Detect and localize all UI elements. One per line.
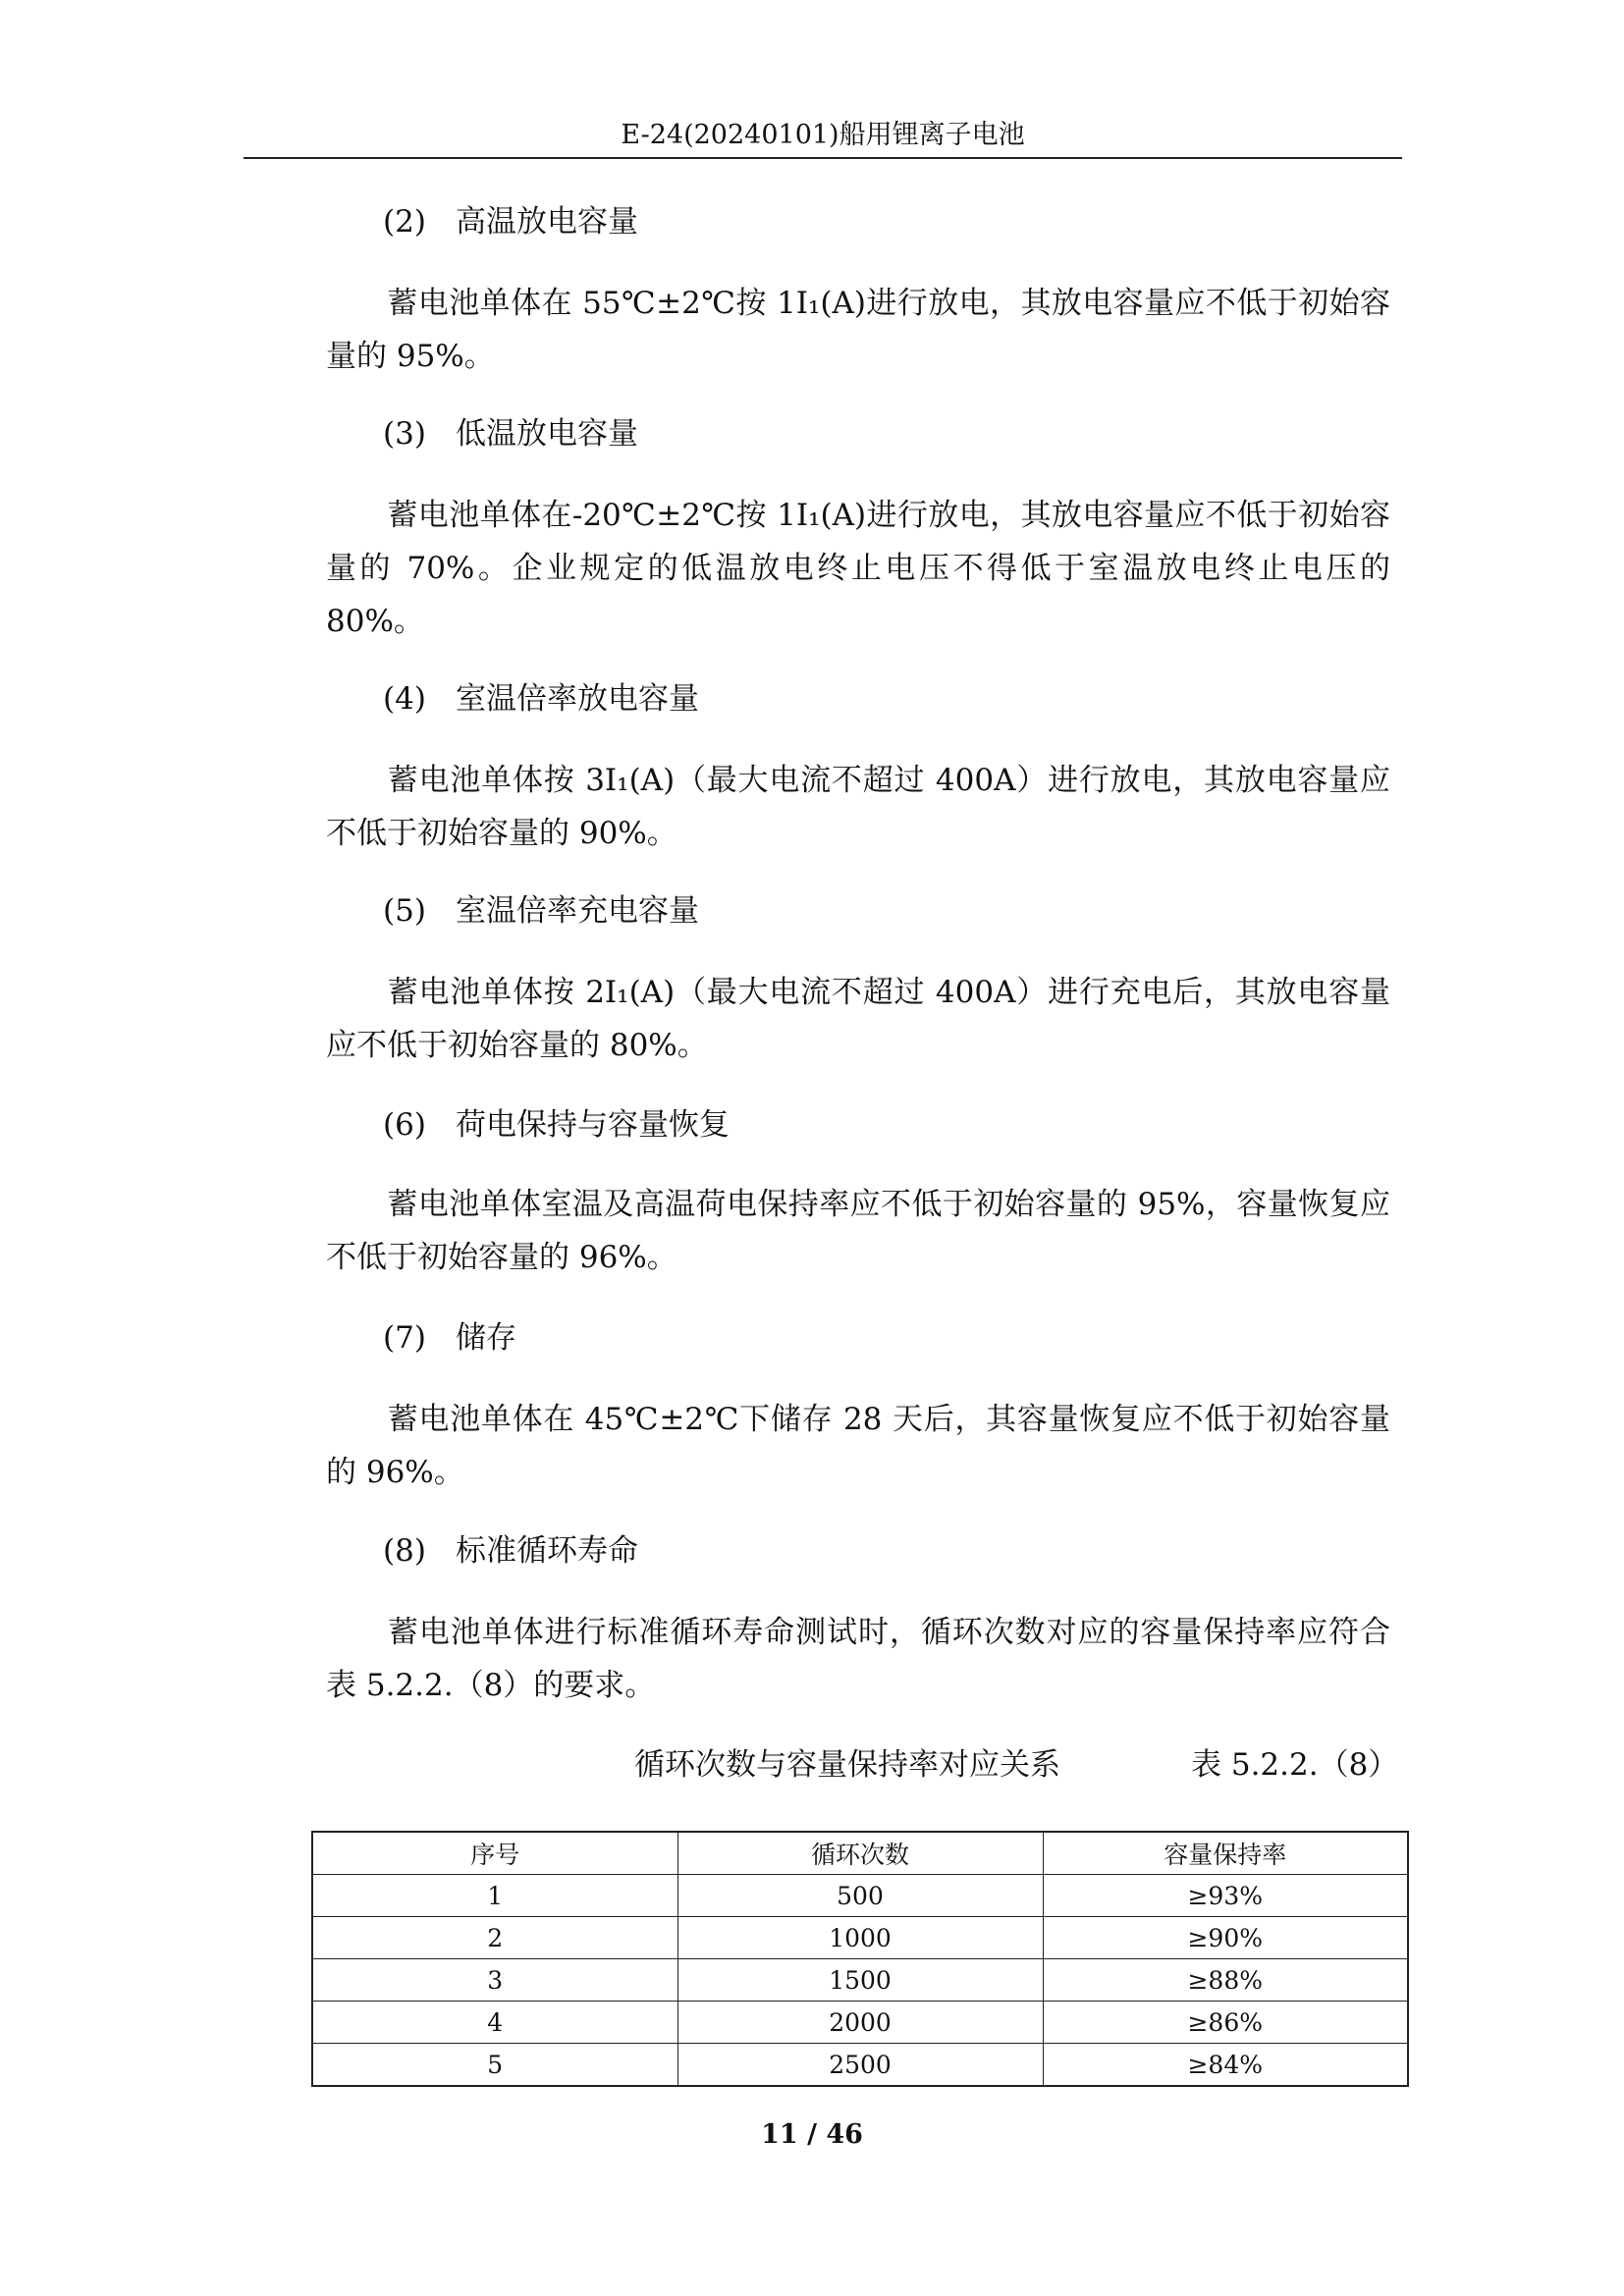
- table-cell: ≥90%: [1043, 1917, 1408, 1959]
- section-number: (4): [383, 681, 426, 717]
- section-body: [326, 754, 1390, 860]
- table-cell: 1000: [677, 1917, 1043, 1959]
- table-cell: ≥84%: [1043, 2044, 1408, 2087]
- section-body: [326, 1178, 1390, 1284]
- section-title: 低温放电容量: [456, 416, 638, 452]
- section-title: 荷电保持与容量恢复: [456, 1107, 730, 1143]
- section-heading: [383, 1529, 638, 1573]
- header-rule: [244, 157, 1402, 159]
- section-number: (5): [383, 893, 426, 929]
- table-cell: 2000: [677, 2002, 1043, 2044]
- table-cell: 1: [312, 1875, 677, 1917]
- section-body-text: 蓄电池单体进行标准循环寿命测试时，循环次数对应的容量保持率应符合表 5.2.2.（8）的要求。: [326, 1615, 1390, 1703]
- section-title: 高温放电容量: [456, 204, 638, 240]
- section-heading: [383, 889, 699, 933]
- section-number: (7): [383, 1320, 426, 1356]
- table-row: [312, 2044, 1408, 2087]
- section-body: [326, 489, 1390, 648]
- table-row: [312, 1959, 1408, 2002]
- table-cell: 4: [312, 2002, 677, 2044]
- table-cell: ≥86%: [1043, 2002, 1408, 2044]
- table-cell: 500: [677, 1875, 1043, 1917]
- table-header-cell: 容量保持率: [1043, 1832, 1408, 1875]
- section-body: [326, 1606, 1390, 1712]
- section-body-text: 蓄电池单体在 55℃±2℃按 1I₁(A)进行放电，其放电容量应不低于初始容量的 95%。: [326, 286, 1390, 374]
- running-header: E-24(20240101)船用锂离子电池: [621, 120, 1025, 150]
- section-heading: [383, 677, 699, 721]
- section-heading: [383, 412, 638, 455]
- table-cell: ≥93%: [1043, 1875, 1408, 1917]
- table-label: 表 5.2.2.（8）: [1191, 1747, 1399, 1783]
- section-number: (3): [383, 416, 426, 452]
- page-number: 11 / 46: [761, 2119, 863, 2150]
- section-number: (6): [383, 1107, 426, 1143]
- section-body-text: 蓄电池单体在-20℃±2℃按 1I₁(A)进行放电，其放电容量应不低于初始容量的 70%。企业规定的低温放电终止电压不得低于室温放电终止电压的 80%。: [326, 498, 1390, 639]
- section-body-text: 蓄电池单体在 45℃±2℃下储存 28 天后，其容量恢复应不低于初始容量的 96%。: [326, 1402, 1390, 1490]
- table-cell: ≥88%: [1043, 1959, 1408, 2002]
- section-body: [326, 966, 1390, 1072]
- table-caption: 循环次数与容量保持率对应关系: [634, 1747, 1060, 1783]
- section-heading: [383, 1103, 730, 1147]
- table-row: [312, 2002, 1408, 2044]
- table-row: [312, 1875, 1408, 1917]
- section-heading: [383, 200, 638, 243]
- section-title: 室温倍率放电容量: [456, 681, 699, 717]
- table-cell: 2500: [677, 2044, 1043, 2087]
- section-number: (8): [383, 1533, 426, 1569]
- table-header-cell: 循环次数: [677, 1832, 1043, 1875]
- section-title: 标准循环寿命: [456, 1533, 638, 1569]
- section-title: 储存: [456, 1320, 516, 1356]
- table-header-cell: 序号: [312, 1832, 677, 1875]
- table-row: [312, 1917, 1408, 1959]
- table-cell: 2: [312, 1917, 677, 1959]
- section-body-text: 蓄电池单体按 2I₁(A)（最大电流不超过 400A）进行充电后，其放电容量应不低于初始容量的 80%。: [326, 975, 1390, 1063]
- table-cell: 5: [312, 2044, 677, 2087]
- section-number: (2): [383, 204, 426, 240]
- section-body-text: 蓄电池单体按 3I₁(A)（最大电流不超过 400A）进行放电，其放电容量应不低于初始容量的 90%。: [326, 763, 1390, 851]
- table-cell: 1500: [677, 1959, 1043, 2002]
- section-heading: [383, 1316, 516, 1360]
- section-title: 室温倍率充电容量: [456, 893, 699, 929]
- table-header-row: [312, 1832, 1408, 1875]
- section-body: [326, 1393, 1390, 1499]
- table-cell: 3: [312, 1959, 677, 2002]
- cycle-life-table: [311, 1831, 1409, 2087]
- section-body-text: 蓄电池单体室温及高温荷电保持率应不低于初始容量的 95%，容量恢复应不低于初始容量的 96%。: [326, 1187, 1390, 1275]
- section-body: [326, 277, 1390, 383]
